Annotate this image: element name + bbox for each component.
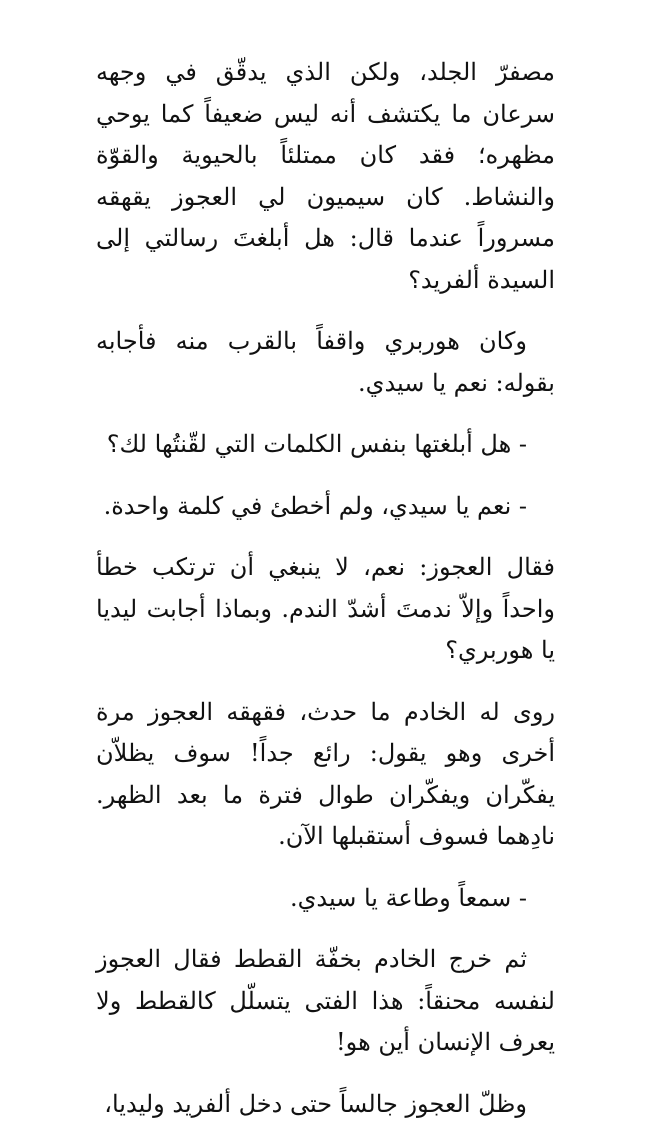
dialogue-line-1: - هل أبلغتها بنفس الكلمات التي لقّنتُها لك؟	[96, 424, 555, 466]
dialogue-line-2: - نعم يا سيدي، ولم أخطئ في كلمة واحدة.	[96, 486, 555, 528]
paragraph-3: فقال العجوز: نعم، لا ينبغي أن ترتكب خطأ واحداً وإلاّ ندمتَ أشدّ الندم. وبماذا أجابت ليديا يا هوربري؟	[96, 547, 555, 672]
paragraph-6: وظلّ العجوز جالساً حتى دخل ألفريد وليديا،	[96, 1084, 555, 1125]
paragraph-5: ثم خرج الخادم بخفّة القطط فقال العجوز لنفسه محنقاً: هذا الفتى يتسلّل كالقطط ولا يعرف الإنسان أين هو!	[96, 939, 555, 1064]
dialogue-line-3: - سمعاً وطاعة يا سيدي.	[96, 878, 555, 920]
paragraph-2: وكان هوربري واقفاً بالقرب منه فأجابه بقوله: نعم يا سيدي.	[96, 321, 555, 404]
paragraph-1: مصفرّ الجلد، ولكن الذي يدقّق في وجهه سرعان ما يكتشف أنه ليس ضعيفاً كما يوحي مظهره؛ فقد كان ممتلئاً بالحيوية والقوّة والنشاط. كان سيميون لي العجوز يقهقه مسروراً عندما قال: هل أبلغتَ رسالتي إلى السيدة ألفريد؟	[96, 52, 555, 301]
paragraph-4: روى له الخادم ما حدث، فقهقه العجوز مرة أخرى وهو يقول: رائع جداً! سوف يظلاّن يفكّران ويفكّران طوال فترة ما بعد الظهر. نادِهما فسوف أستقبلها الآن.	[96, 692, 555, 858]
